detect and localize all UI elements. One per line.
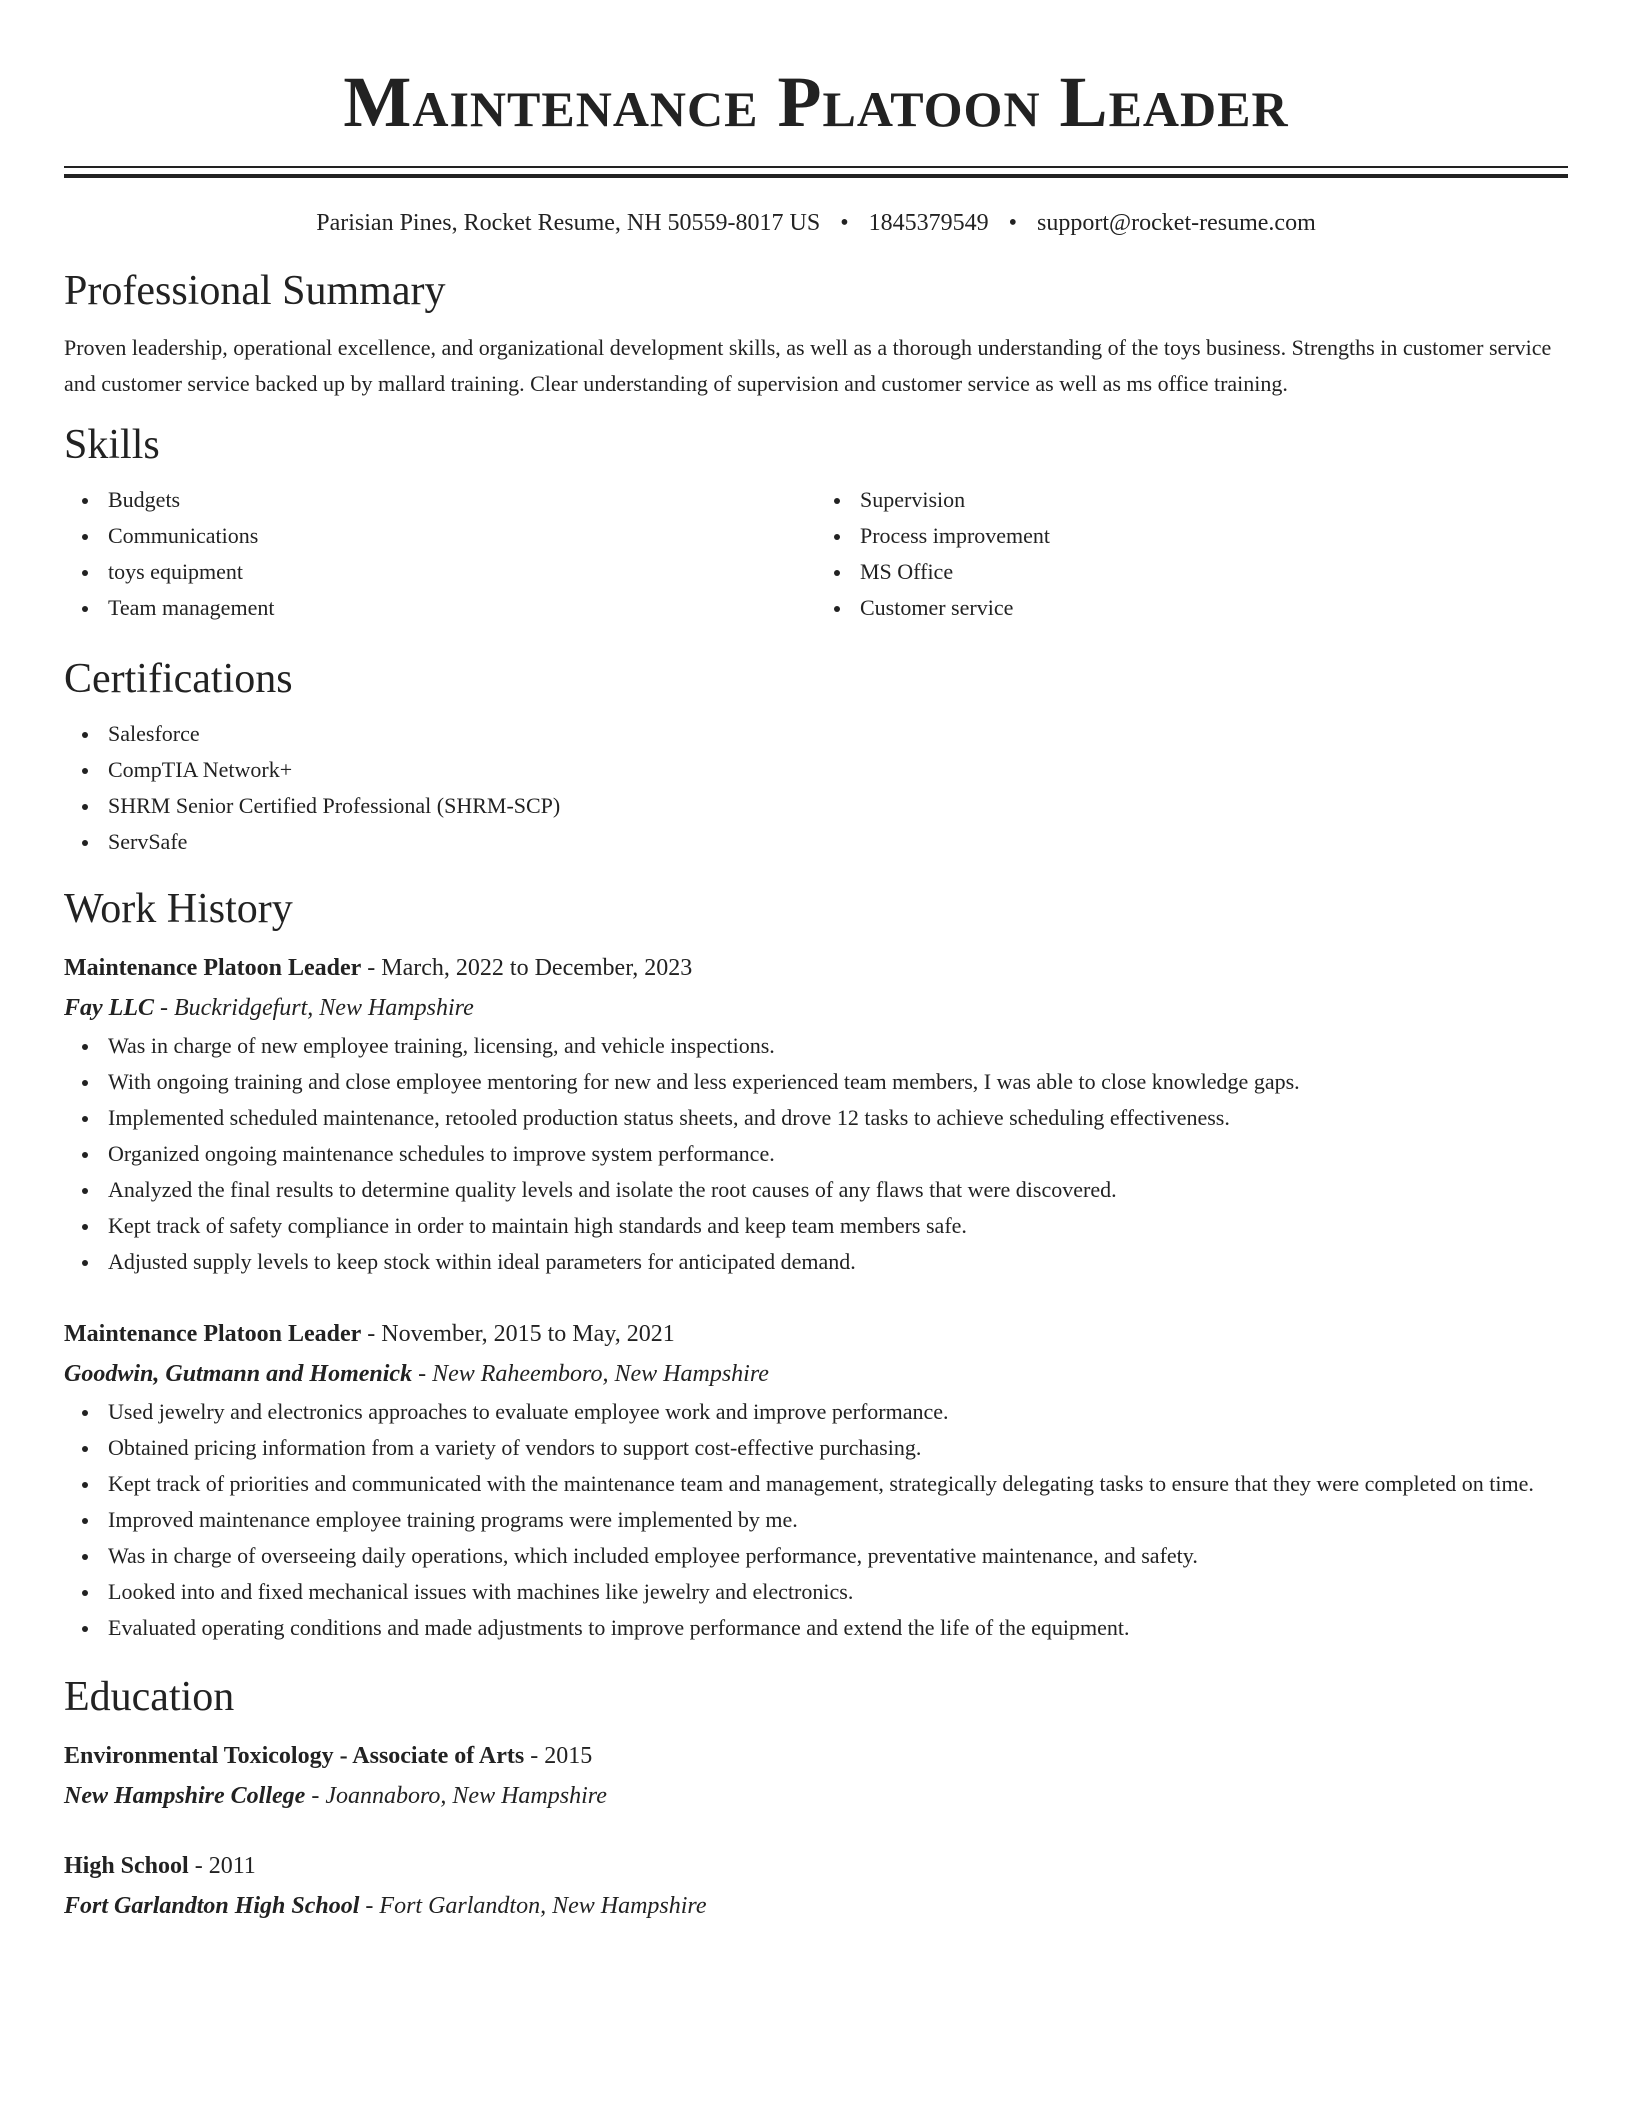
skill-item: Communications xyxy=(108,518,816,554)
job-company-line xyxy=(64,1354,1568,1394)
job-bullet: Was in charge of new employee training, licensing, and vehicle inspections. xyxy=(108,1028,1568,1064)
job-bullet: Kept track of priorities and communicated with the maintenance team and management, strategically delegating tasks to ensure that they were completed on time. xyxy=(108,1466,1568,1502)
summary-heading: Professional Summary xyxy=(64,268,446,314)
education-school-line xyxy=(64,1886,1568,1926)
job-entry xyxy=(64,1314,1568,1646)
certification-item: Salesforce xyxy=(108,716,1568,752)
contact-separator: • xyxy=(840,210,849,236)
job-bullet: Was in charge of overseeing daily operations, which included employee performance, preventative maintenance, and safety. xyxy=(108,1538,1568,1574)
education-year: - 2011 xyxy=(188,1853,256,1879)
job-company-line xyxy=(64,988,1568,1028)
skills-column-left xyxy=(64,482,816,626)
header-rule-thick xyxy=(64,174,1568,178)
skill-item: Budgets xyxy=(108,482,816,518)
skills-list xyxy=(64,482,1568,626)
education-school: Fort Garlandton High School xyxy=(64,1893,360,1919)
job-responsibilities xyxy=(64,1028,1568,1280)
skill-item: Supervision xyxy=(860,482,1568,518)
contact-line xyxy=(64,208,1568,238)
job-responsibilities xyxy=(64,1394,1568,1646)
education-heading: Education xyxy=(64,1674,235,1720)
job-location: - New Raheemboro, New Hampshire xyxy=(412,1361,769,1387)
certifications-heading: Certifications xyxy=(64,656,293,702)
job-dates: - March, 2022 to December, 2023 xyxy=(361,955,693,981)
education-degree: Environmental Toxicology - Associate of Arts xyxy=(64,1743,525,1769)
contact-address: Parisian Pines, Rocket Resume, NH 50559-8017 US xyxy=(316,210,821,236)
education-year: - 2015 xyxy=(524,1743,593,1769)
certification-item: SHRM Senior Certified Professional (SHRM-SCP) xyxy=(108,788,1568,824)
skill-item: Process improvement xyxy=(860,518,1568,554)
education-location: - Joannaboro, New Hampshire xyxy=(305,1783,607,1809)
work-history-heading: Work History xyxy=(64,886,293,932)
job-bullet: Obtained pricing information from a variety of vendors to support cost-effective purchasing. xyxy=(108,1430,1568,1466)
contact-email: support@rocket-resume.com xyxy=(1037,210,1316,236)
education-school: New Hampshire College xyxy=(64,1783,306,1809)
skill-item: toys equipment xyxy=(108,554,816,590)
job-bullet: Looked into and fixed mechanical issues with machines like jewelry and electronics. xyxy=(108,1574,1568,1610)
job-bullet: Implemented scheduled maintenance, retooled production status sheets, and drove 12 tasks to achieve scheduling effectiveness. xyxy=(108,1100,1568,1136)
job-title-line xyxy=(64,948,1568,988)
summary-text: Proven leadership, operational excellence, and organizational development skills, as well as a thorough understanding of the toys business. Strengths in customer service and customer service backed up by mallard training. Clear understanding of supervision and customer service as well as ms office training. xyxy=(64,335,1552,396)
job-bullet: Kept track of safety compliance in order to maintain high standards and keep team members safe. xyxy=(108,1208,1568,1244)
header-rule-thin xyxy=(64,166,1568,168)
job-company: Fay LLC xyxy=(64,995,154,1021)
skill-item: Team management xyxy=(108,590,816,626)
job-bullet: With ongoing training and close employee mentoring for new and less experienced team members, I was able to close knowledge gaps. xyxy=(108,1064,1568,1100)
education-school-line xyxy=(64,1776,1568,1816)
skills-heading: Skills xyxy=(64,422,160,468)
job-bullet: Improved maintenance employee training programs were implemented by me. xyxy=(108,1502,1568,1538)
education-entry xyxy=(64,1736,1568,1816)
job-title-line xyxy=(64,1314,1568,1354)
candidate-name: Maintenance Platoon Leader xyxy=(343,62,1289,142)
skills-column-right xyxy=(816,482,1568,626)
certifications-list xyxy=(64,716,1568,860)
education-location: - Fort Garlandton, New Hampshire xyxy=(359,1893,707,1919)
resume-page xyxy=(64,0,1568,1926)
job-bullet: Organized ongoing maintenance schedules to improve system performance. xyxy=(108,1136,1568,1172)
certification-item: ServSafe xyxy=(108,824,1568,860)
contact-phone: 1845379549 xyxy=(868,210,989,236)
job-bullet: Evaluated operating conditions and made adjustments to improve performance and extend the life of the equipment. xyxy=(108,1610,1568,1646)
contact-separator: • xyxy=(1008,210,1018,236)
job-bullet: Adjusted supply levels to keep stock within ideal parameters for anticipated demand. xyxy=(108,1244,1568,1280)
job-bullet: Analyzed the final results to determine quality levels and isolate the root causes of any flaws that were discovered. xyxy=(108,1172,1568,1208)
education-entry xyxy=(64,1846,1568,1926)
job-company: Goodwin, Gutmann and Homenick xyxy=(64,1361,413,1387)
skill-item: Customer service xyxy=(860,590,1568,626)
job-entry xyxy=(64,948,1568,1280)
job-title: Maintenance Platoon Leader xyxy=(64,1321,362,1347)
job-bullet: Used jewelry and electronics approaches to evaluate employee work and improve performance. xyxy=(108,1394,1568,1430)
certification-item: CompTIA Network+ xyxy=(108,752,1568,788)
education-degree-line xyxy=(64,1846,1568,1886)
job-title: Maintenance Platoon Leader xyxy=(64,955,362,981)
job-location: - Buckridgefurt, New Hampshire xyxy=(154,995,474,1021)
education-degree: High School xyxy=(64,1853,189,1879)
skill-item: MS Office xyxy=(860,554,1568,590)
education-degree-line xyxy=(64,1736,1568,1776)
job-dates: - November, 2015 to May, 2021 xyxy=(361,1321,675,1347)
